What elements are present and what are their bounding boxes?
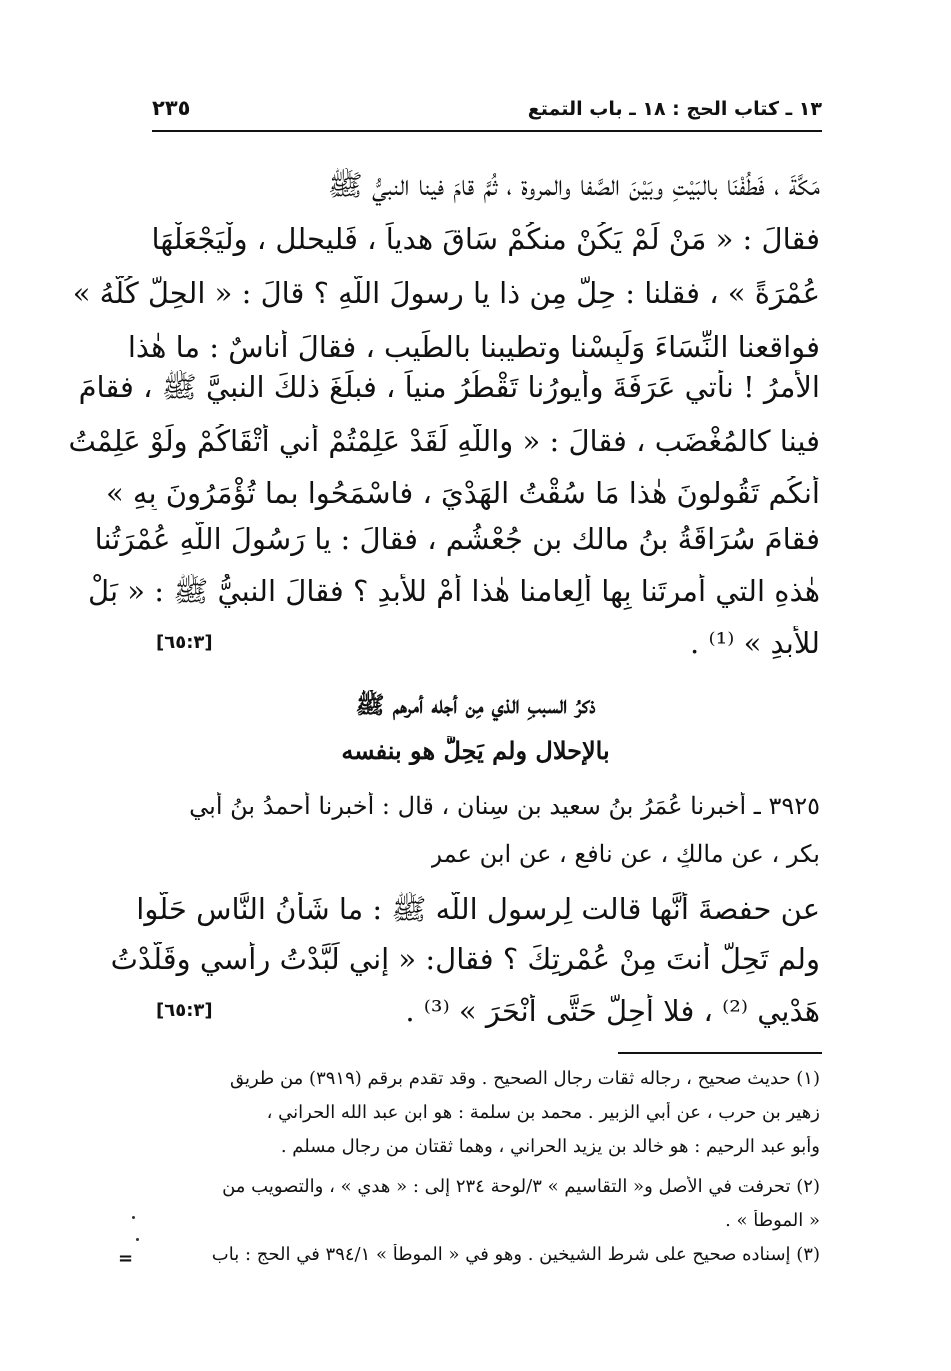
hadith2-text-line: ولم تَحِلَّ أنتَ مِنْ عُمْرتِكَ ؟ فقال: « إني لَبَّدْتُ رأسي وقَلَّدْتُ: [110, 942, 820, 976]
footnote-line: (٣) إسناده صحيح على شرط الشيخين . وهو في « الموطأ » ٣٩٤/١ في الحج : باب: [211, 1244, 820, 1265]
hadith1-reference: [٦٥:٣]: [156, 632, 213, 653]
footnote-line: وأبو عبد الرحيم : هو خالد بن يزيد الحراني ، وهما ثقتان من رجال مسلم .: [280, 1136, 820, 1157]
footnote-separator: [618, 1052, 822, 1054]
hadith1-line: الأمرُ ! نأتي عَرَفَةَ وأيورُنا تَقْطُرُ منياً ، فبلَغَ ذلكَ النبيَّ ﷺ ، فقامَ: [78, 370, 820, 404]
footnote-line: (٢) تحرفت في الأصل و« التقاسيم » ٣/لوحة ٢٣٤ إلى : « هدي » ، والتصويب من: [222, 1176, 820, 1197]
chapter-heading-line1: ذكرُ السببِ الذي مِن أجله أمرهم ﷺ: [355, 690, 596, 719]
chapter-heading-line2: بالإحلال ولم يَحِلَّ هو بنفسه: [341, 736, 610, 765]
running-header: [152, 94, 822, 132]
hadith1-line: فقامَ سُرَاقَةُ بنُ مالك بن جُعْشُم ، فقالَ : يا رَسُولَ اللَّهِ عُمْرَتُنا: [94, 522, 820, 556]
footnote-line: زهير بن حرب ، عن أبي الزبير . محمد بن سلمة : هو ابن عبد الله الحراني ،: [266, 1102, 820, 1123]
scan-speck: [132, 1216, 135, 1219]
hadith2-text-line: عن حفصةَ أنَّها قالت لِرسول اللَّه ﷺ : ما شَأْنُ النَّاس حَلُّوا: [136, 892, 820, 926]
hadith1-line: عُمْرَةً » ، فقلنا : حِلٌّ مِن ذا يا رسولَ اللَّهِ ؟ قالَ : « الحِلُّ كُلُّهُ »: [72, 276, 820, 310]
hadith2-chain-line: بكرٍ ، عن مالكٍ ، عن نافعٍ ، عن ابن عمر: [430, 840, 820, 868]
hadith1-line: للأبدِ » ⁽¹⁾ .: [690, 626, 820, 660]
hadith1-line: هٰذهِ التي أمرتَنا بِها ألِعامنا هٰذا أمْ للأبدِ ؟ فقالَ النبيُّ ﷺ : « بَلْ: [88, 574, 820, 608]
footnote-line: « الموطأ » .: [725, 1210, 820, 1231]
hadith1-line: فينا كالمُغْضَب ، فقالَ : « واللَّهِ لَقَدْ عَلِمْتُمْ أني أتْقَاكُمْ ولَوْ عَلِمْتُ: [68, 424, 820, 458]
chapter-title: ١٣ ـ كتاب الحج : ١٨ ـ باب التمتع: [527, 98, 822, 120]
page-number: ٢٣٥: [152, 96, 191, 120]
hadith2-chain-line: ٣٩٢٥ ـ أخبرنا عُمَرُ بنُ سعيد بن سِنان ، قال : أخبرنا أحمدُ بنُ أبي: [189, 792, 820, 820]
hadith1-line: مَكَّةَ ، فَطُفْنَا بالبَيْتِ وبَيْنَ الصَّفا والمروة ، ثُمَّ قامَ فينا النبيُّ ﷺ: [327, 168, 820, 202]
hadith1-line: فقالَ : « مَنْ لَمْ يَكُنْ منكُمْ سَاقَ هدياً ، فَليحلل ، ولْيَجْعَلْهَا: [151, 222, 820, 256]
continuation-mark: =: [118, 1248, 134, 1269]
scan-speck: [136, 1238, 139, 1241]
hadith1-line: فواقعنا النِّسَاءَ وَلَبِسْنا وتطيبنا بالطِّيب ، فقالَ أناسٌ : ما هٰذا: [127, 330, 820, 364]
hadith1-line: أنكُم تَقُولونَ هٰذا مَا سُقْتُ الهَدْيَ ، فاسْمَحُوا بما تُؤْمَرُونَ بِهِ »: [105, 476, 820, 510]
footnote-line: (١) حديث صحيح ، رجاله ثقات رجال الصحيح . وقد تقدم برقم (٣٩١٩) من طريق: [229, 1068, 820, 1089]
hadith2-reference: [٦٥:٣]: [156, 1000, 213, 1021]
hadith2-text-line: هَدْيي ⁽²⁾ ، فلا أحِلُّ حَتَّى أَنْحَرَ » ⁽³⁾ .: [405, 994, 820, 1028]
